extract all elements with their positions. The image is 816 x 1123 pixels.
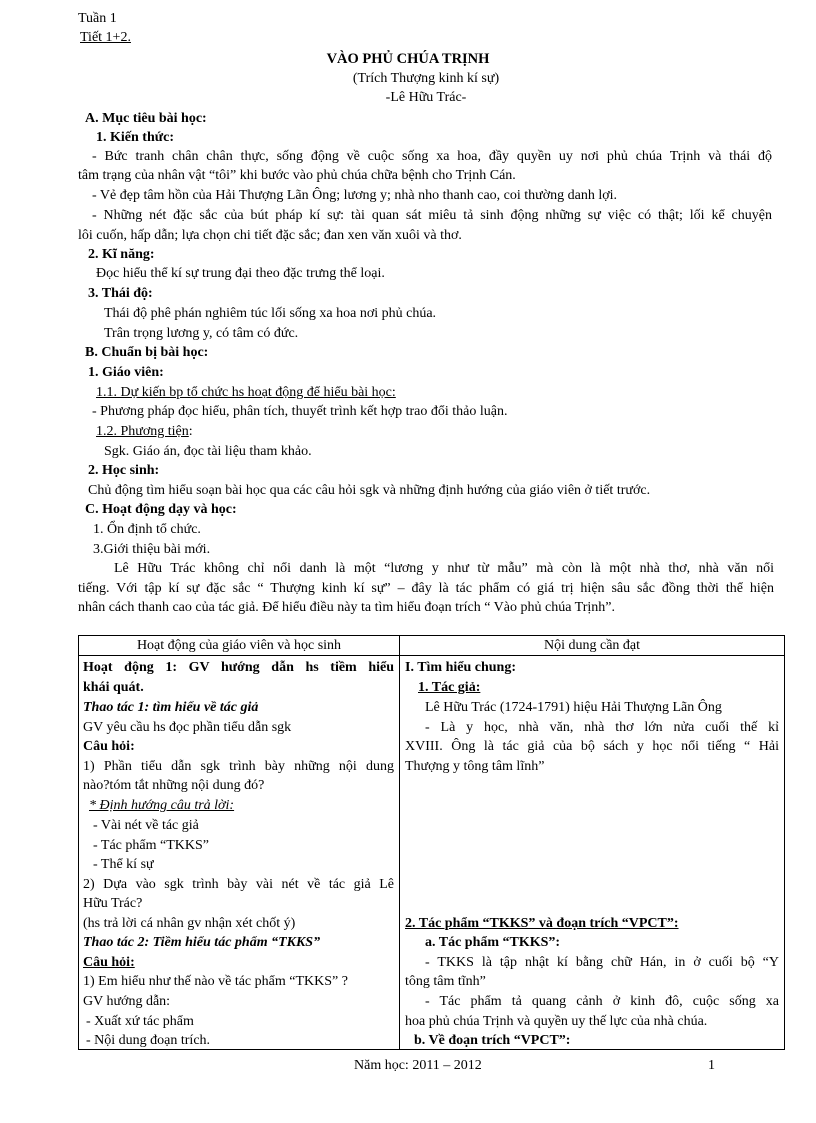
work-a-line-1: - TKKS là tập nhật kí bằng chữ Hán, in ở cuối bộ “Y [425,955,779,970]
guide-item: - Xuất xứ tác phẩm [86,1014,194,1029]
table-row [79,656,785,1050]
intro-line-3: nhân cách thanh cao của tác giả. Để hiểu điều này ta tìm hiểu đoạn trích “ Vào phủ chúa Trịnh”. [78,600,616,615]
question-1-line-1: 1) Phần tiểu dẫn sgk trình bày những nội dung [83,759,394,774]
work-a-line-2: tông tâm tĩnh” [405,974,486,989]
knowledge-line-4: - Những nét đặc sắc của bút pháp kí sự: tài quan sát miêu tả sinh động những sự việc có thật; lối kể chuyện [92,208,772,223]
question-1-line-2: nào?tóm tắt những nội dung đó? [83,778,265,793]
attitude-line-1: Thái độ phê phán nghiêm túc lối sống xa hoa nơi phủ chúa. [104,306,437,321]
answer-guide-heading: * Định hướng câu trả lời: [89,798,235,813]
question-2-line-2: Hữu Trác? [83,896,143,911]
period-label: Tiết 1+2. [80,30,131,45]
section-c-heading: C. Hoạt động dạy và học: [85,502,237,517]
document-title: VÀO PHỦ CHÚA TRỊNH [326,51,490,67]
work-b-heading: b. Về đoạn trích “VPCT”: [414,1033,571,1048]
knowledge-line-5: lôi cuốn, hấp dẫn; lựa chọn chi tiết đặc sắc; đan xen văn xuôi và thơ. [78,228,462,243]
lesson-table [78,635,785,1050]
knowledge-line-3: - Vẻ đẹp tâm hồn của Hải Thượng Lãn Ông; lương y; nhà nho thanh cao, coi thường danh lợi. [92,188,618,203]
teacher-subheading-2-text: 1.2. Phương tiện [96,424,189,439]
intro-line-2: tiếng. Với tập kí sự đặc sắc “ Thượng kinh kí sự” – đây là tác phẩm có giá trị hiện sâu sắc đồng thời thể hiện [78,581,774,596]
question-2-line-1: 2) Dựa vào sgk trình bày vài nét về tác giả Lê [83,877,394,892]
intro-line-1: Lê Hữu Trác không chỉ nổi danh là một “lương y như từ mẫu” mà còn là một nhà thơ, nhà văn nổi [114,561,774,576]
attitude-heading: 3. Thái độ: [88,286,153,301]
teacher-subheading-2-colon: : [188,424,193,439]
teacher-subheading-2 [96,422,193,441]
guide-item: - Vài nét về tác giả [93,818,199,833]
activity-1-line-2: khái quát. [83,680,144,695]
guide-item: - Tác phẩm “TKKS” [93,838,209,853]
part-1-heading: I. Tìm hiểu chung: [405,660,516,675]
skill-line: Đọc hiểu thể kí sự trung đại theo đặc trưng thể loại. [96,266,385,281]
content-cell [400,656,785,1050]
guide-item: - Nội dung đoạn trích. [86,1033,211,1048]
excerpt-note: (Trích Thượng kinh kí sự) [352,71,500,86]
question-heading: Câu hỏi: [83,739,135,754]
col-header-content: Nội dung cần đạt [400,636,785,656]
step-3: 3.Giới thiệu bài mới. [93,542,211,557]
teacher-method: - Phương pháp đọc hiểu, phân tích, thuyết trình kết hợp trao đổi thảo luận. [92,404,508,419]
knowledge-heading: 1. Kiến thức: [96,130,175,145]
work-a-line-3: - Tác phẩm tả quang cảnh ở kinh đô, cuộc sống xa [425,994,779,1009]
author-line-4: Thượng y tông tâm lĩnh” [405,759,545,774]
school-year: Năm học: 2011 – 2012 [354,1058,482,1073]
activities-cell [79,656,400,1050]
teacher-request: GV yêu cầu hs đọc phần tiểu dẫn sgk [83,720,292,735]
task-1-heading: Thao tác 1: tìm hiểu về tác giả [83,700,259,715]
author-line-2: - Là y học, nhà văn, nhà thơ lớn nửa cuối thế kỉ [425,720,779,735]
knowledge-line-2: tâm trạng của nhân vật “tôi” khi bước vào phủ chúa chữa bệnh cho Trịnh Cán. [78,168,516,183]
student-text: Chủ động tìm hiểu soạn bài học qua các câu hỏi sgk và những định hướng của giáo viên ở tiết trước. [88,483,651,498]
col-header-activities: Hoạt động của giáo viên và học sinh [79,636,400,656]
page-number: 1 [708,1058,715,1073]
author-line: -Lê Hữu Trác- [385,90,467,105]
task-2-heading: Thao tác 2: Tiềm hiểu tác phẩm “TKKS” [83,935,321,950]
teacher-guide: GV hướng dẫn: [83,994,171,1009]
week-label: Tuần 1 [78,11,117,26]
section-a-heading: A. Mục tiêu bài học: [85,111,207,126]
skill-heading: 2. Kĩ năng: [88,247,155,262]
student-heading: 2. Học sinh: [88,463,160,478]
author-line-1: Lê Hữu Trác (1724-1791) hiệu Hải Thượng Lãn Ông [425,700,722,715]
step-1: 1. Ổn định tổ chức. [93,522,201,537]
teacher-heading: 1. Giáo viên: [88,365,164,380]
question-heading-2: Câu hỏi: [83,955,135,970]
knowledge-line-1: - Bức tranh chân chân thực, sống động về cuộc sống xa hoa, đầy quyền uy nơi phủ chúa Trịnh và thái độ [92,149,772,164]
question-2-note: (hs trả lời cá nhân gv nhận xét chốt ý) [83,916,296,931]
section-b-heading: B. Chuẩn bị bài học: [85,345,209,360]
attitude-line-2: Trân trọng lương y, có tâm có đức. [104,326,299,341]
author-heading: 1. Tác giả: [418,680,481,695]
teacher-subheading-1: 1.1. Dự kiến bp tổ chức hs hoạt động để hiểu bài học: [96,385,396,400]
question-3: 1) Em hiểu như thế nào về tác phẩm “TKKS” ? [83,974,348,989]
work-a-line-4: hoa phủ chúa Trịnh và quyền uy thế lực của nhà chúa. [405,1014,708,1029]
work-a-heading: a. Tác phẩm “TKKS”: [425,935,561,950]
activity-1-line-1: Hoạt động 1: GV hướng dẫn hs tiềm hiểu [83,660,394,675]
author-line-3: XVIII. Ông là tác giả của bộ sách y học nổi tiếng “ Hải [405,739,779,754]
table-header-row [79,636,785,656]
guide-item: - Thể kí sự [93,857,154,872]
work-heading: 2. Tác phẩm “TKKS” và đoạn trích “VPCT”: [405,916,679,931]
teacher-materials: Sgk. Giáo án, đọc tài liệu tham khảo. [104,444,312,459]
